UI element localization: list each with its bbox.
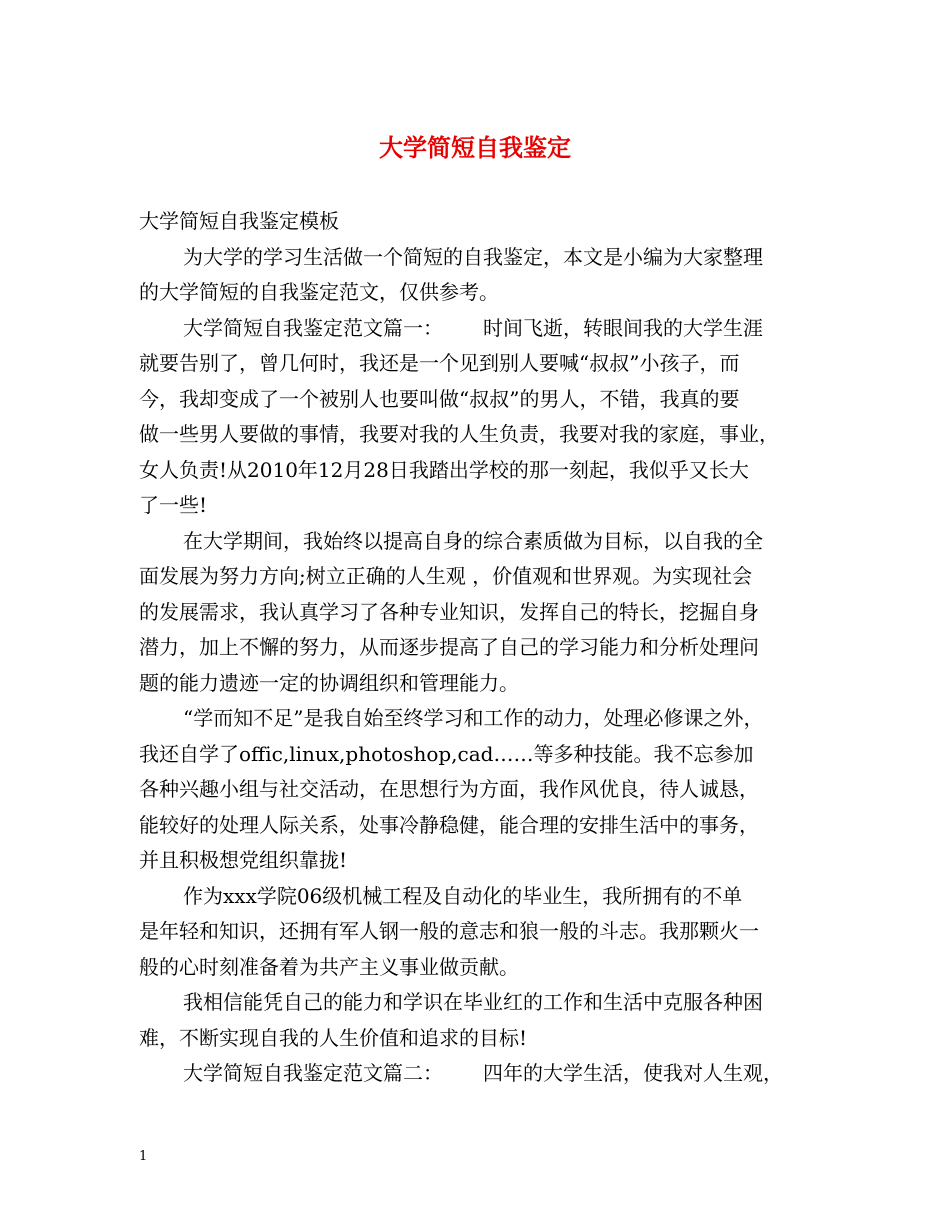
paragraph-line: 般的心时刻准备着为共产主义事业做贡献。: [139, 954, 519, 979]
paragraph-line: 能较好的处理人际关系，处事冷静稳健，能合理的安排生活中的事务，: [139, 812, 759, 837]
paragraph-line: 难，不断实现自我的人生价值和追求的目标!: [139, 1025, 528, 1050]
paragraph-line: 女人负责!从2010年12月28日我踏出学校的那一刻起，我似乎又长大: [139, 457, 749, 482]
paragraph-line: 潜力，加上不懈的努力，从而逐步提高了自己的学习能力和分析处理问: [139, 635, 759, 659]
paragraph-line: 题的能力遗迹一定的协调组织和管理能力。: [139, 670, 519, 695]
paragraph-line: 作为xxx学院06级机械工程及自动化的毕业生，我所拥有的不单: [183, 883, 743, 908]
paragraph-line: 并且积极想党组织靠拢!: [139, 848, 348, 872]
document-body: [139, 204, 827, 1092]
section-heading: 大学简短自我鉴定模板: [139, 209, 339, 233]
paragraph-line: 做一些男人要做的事情，我要对我的人生负责，我要对我的家庭，事业，: [139, 422, 779, 446]
paragraph-line: 面发展为努力方向;树立正确的人生观 ，价值观和世界观。为实现社会: [139, 564, 753, 588]
paragraph-line: 是年轻和知识，还拥有军人钢一般的意志和狼一般的斗志。我那颗火一: [139, 919, 759, 943]
paragraph-text: 时间飞逝，转眼间我的大学生涯: [483, 315, 763, 340]
sample-heading: 大学简短自我鉴定范文篇一：: [183, 315, 443, 340]
page-number: 1: [139, 1149, 148, 1164]
paragraph-line: 的大学简短的自我鉴定范文，仅供参考。: [139, 280, 499, 304]
paragraph-line: 了一些!: [139, 493, 208, 517]
paragraph-line: 今，我却变成了一个被别人也要叫做“叔叔”的男人，不错，我真的要: [139, 386, 740, 411]
paragraph-line: 在大学期间，我始终以提高自身的综合素质做为目标，以自我的全: [183, 528, 763, 553]
paragraph-text: 四年的大学生活，使我对人生观，: [483, 1061, 783, 1085]
paragraph-line: 各种兴趣小组与社交活动，在思想行为方面，我作风优良，待人诚恳，: [139, 777, 759, 801]
sample-heading: 大学简短自我鉴定范文篇二：: [183, 1061, 443, 1085]
page-title: 大学简短自我鉴定: [379, 133, 571, 162]
paragraph-line: 的发展需求，我认真学习了各种专业知识，发挥自己的特长，挖掘自身: [139, 599, 759, 624]
paragraph-line: 就要告别了，曾几何时，我还是一个见到别人要喊“叔叔”小孩子，而: [139, 351, 740, 375]
paragraph-line: 我还自学了offic,linux,photoshop,cad……等多种技能。我不忘参加: [139, 741, 754, 766]
paragraph-line: [139, 311, 827, 347]
paragraph-line: “学而知不足”是我自始至终学习和工作的动力，处理必修课之外，: [183, 706, 764, 730]
paragraph-line: 我相信能凭自己的能力和学识在毕业红的工作和生活中克服各种困: [183, 990, 763, 1014]
paragraph-line: 为大学的学习生活做一个简短的自我鉴定，本文是小编为大家整理: [183, 244, 763, 269]
paragraph-line: [139, 1056, 827, 1092]
